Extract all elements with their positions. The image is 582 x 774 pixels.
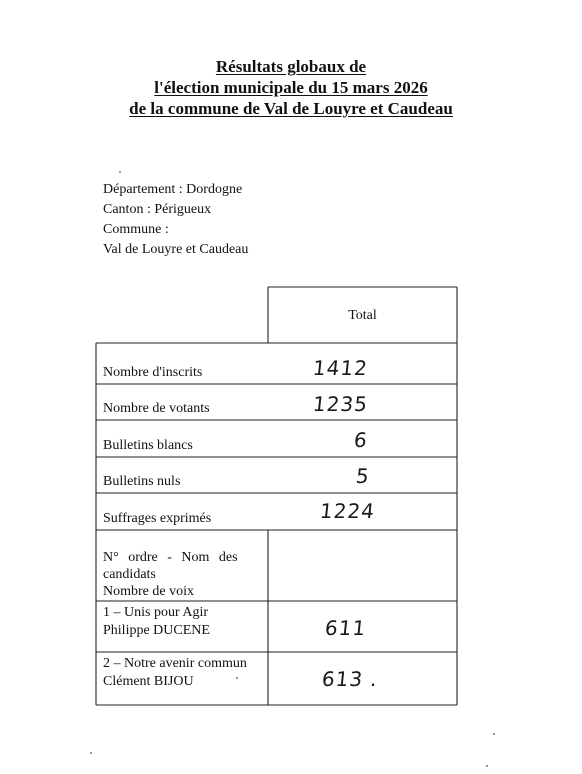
- scan-speck: [493, 733, 495, 735]
- total-column-header: Total: [348, 308, 377, 323]
- title-line-1: Résultats globaux de: [215, 57, 367, 76]
- candidates-header-line-3: Nombre de voix: [103, 584, 194, 599]
- row-label-nuls: Bulletins nuls: [103, 474, 181, 489]
- row-label-votants: Nombre de votants: [103, 401, 210, 416]
- departement-line: Département : Dordogne: [103, 182, 243, 197]
- row-label-exprimes: Suffrages exprimés: [103, 511, 212, 526]
- candidate-1-votes: 611: [323, 616, 368, 640]
- candidate-2-list: 2 – Notre avenir commun: [103, 656, 247, 671]
- commune-name: Val de Louyre et Caudeau: [103, 242, 249, 257]
- scan-speck: [486, 765, 488, 767]
- scan-speck: [90, 752, 92, 754]
- candidates-header-line-1: [103, 549, 265, 566]
- row-value-exprimes: 1224: [318, 499, 377, 523]
- scan-speck: [119, 171, 121, 173]
- candidate-2-name: Clément BIJOU: [103, 674, 194, 689]
- row-label-inscrits: Nombre d'inscrits: [103, 365, 203, 380]
- commune-label: Commune :: [103, 222, 169, 237]
- row-value-nuls: 5: [354, 464, 371, 488]
- title-line-3: de la commune de Val de Louyre et Caudeau: [129, 99, 453, 118]
- row-value-votants: 1235: [311, 392, 370, 416]
- row-value-inscrits: 1412: [311, 356, 370, 380]
- candidate-1-name: Philippe DUCENE: [103, 623, 210, 638]
- row-value-blancs: 6: [352, 428, 369, 452]
- canton-line: Canton : Périgueux: [103, 202, 212, 217]
- candidates-header-line-2: candidats: [103, 567, 156, 582]
- scan-speck: [236, 677, 238, 679]
- row-label-blancs: Bulletins blancs: [103, 438, 193, 453]
- candidate-2-votes: 613 .: [320, 667, 380, 691]
- candidate-1-list: 1 – Unis pour Agir: [103, 605, 208, 620]
- candidates-header-text: N° ordre - Nom des: [103, 550, 238, 565]
- title-line-2: l'élection municipale du 15 mars 2026: [154, 78, 428, 97]
